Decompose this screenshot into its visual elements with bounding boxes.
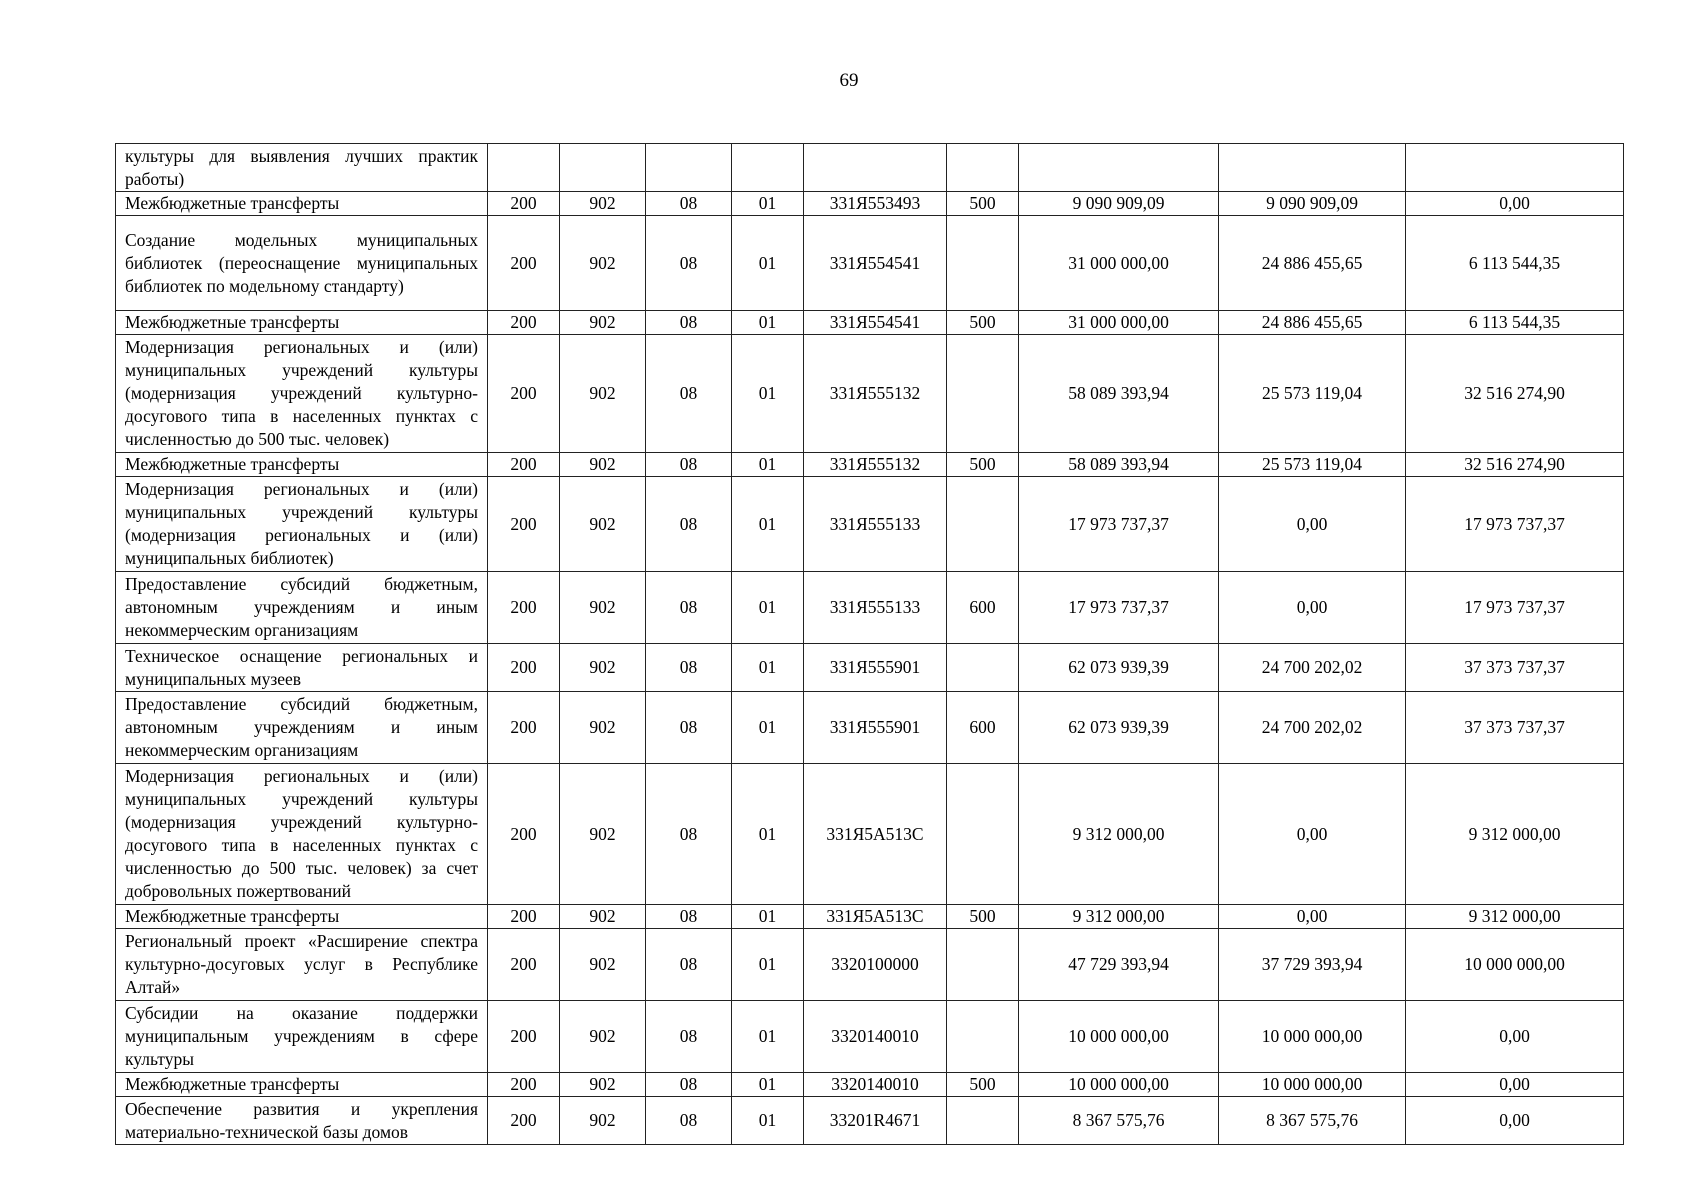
row-amount-cell: 10 000 000,00 — [1219, 1073, 1406, 1097]
row-amount-cell: 0,00 — [1406, 192, 1624, 216]
row-cell: 01 — [732, 477, 804, 572]
row-cell: 01 — [732, 453, 804, 477]
row-cell: 01 — [732, 905, 804, 929]
row-amount-cell: 32 516 274,90 — [1406, 453, 1624, 477]
row-cell: 902 — [560, 1001, 646, 1073]
row-code-cell: 331Я554541 — [804, 216, 947, 311]
row-cell: 902 — [560, 1097, 646, 1145]
row-cell: 08 — [646, 572, 732, 644]
row-cell — [947, 335, 1019, 453]
row-amount-cell: 24 700 202,02 — [1219, 644, 1406, 692]
row-code-cell: 3320140010 — [804, 1073, 947, 1097]
row-code-cell: 331Я553493 — [804, 192, 947, 216]
row-cell: 01 — [732, 572, 804, 644]
row-cell: 902 — [560, 644, 646, 692]
row-cell: 01 — [732, 692, 804, 764]
row-cell: 902 — [560, 453, 646, 477]
row-amount-cell: 37 373 737,37 — [1406, 692, 1624, 764]
row-amount-cell: 9 312 000,00 — [1406, 905, 1624, 929]
row-amount-cell — [1019, 144, 1219, 192]
row-code-cell: 3320100000 — [804, 929, 947, 1001]
row-cell: 200 — [488, 216, 560, 311]
row-cell — [947, 929, 1019, 1001]
table-row — [116, 905, 1624, 929]
row-cell — [488, 144, 560, 192]
row-amount-cell: 6 113 544,35 — [1406, 216, 1624, 311]
row-cell: 08 — [646, 644, 732, 692]
table-row — [116, 692, 1624, 764]
row-amount-cell: 58 089 393,94 — [1019, 335, 1219, 453]
row-cell: 902 — [560, 764, 646, 905]
row-amount-cell: 62 073 939,39 — [1019, 692, 1219, 764]
row-cell: 902 — [560, 929, 646, 1001]
row-cell — [560, 144, 646, 192]
row-cell: 01 — [732, 644, 804, 692]
row-cell: 902 — [560, 1073, 646, 1097]
row-amount-cell: 17 973 737,37 — [1019, 477, 1219, 572]
row-name-cell: Межбюджетные трансферты — [116, 905, 488, 929]
row-cell — [947, 216, 1019, 311]
row-code-cell: 331Я555132 — [804, 453, 947, 477]
row-amount-cell: 9 090 909,09 — [1219, 192, 1406, 216]
row-name-cell: Межбюджетные трансферты — [116, 311, 488, 335]
table-row — [116, 1001, 1624, 1073]
table-row — [116, 1097, 1624, 1145]
row-cell: 08 — [646, 192, 732, 216]
row-cell — [947, 1001, 1019, 1073]
row-cell: 08 — [646, 477, 732, 572]
row-cell: 500 — [947, 905, 1019, 929]
row-cell: 902 — [560, 311, 646, 335]
row-cell: 01 — [732, 1097, 804, 1145]
row-code-cell: 331Я555901 — [804, 692, 947, 764]
row-cell: 01 — [732, 192, 804, 216]
budget-table — [115, 143, 1624, 1145]
row-name-cell: Модернизация региональных и (или) муниципальных учреждений культуры (модернизация учреждений культурно-досугового типа в населенных пунктах с численностью до 500 тыс. человек) — [116, 335, 488, 453]
row-code-cell: 331Я555133 — [804, 572, 947, 644]
table-row — [116, 572, 1624, 644]
row-cell: 08 — [646, 216, 732, 311]
row-cell: 902 — [560, 335, 646, 453]
row-code-cell: 331Я554541 — [804, 311, 947, 335]
table-row — [116, 929, 1624, 1001]
table-body — [116, 144, 1624, 1145]
row-code-cell: 331Я555132 — [804, 335, 947, 453]
row-amount-cell: 17 973 737,37 — [1406, 477, 1624, 572]
table-row — [116, 644, 1624, 692]
row-amount-cell: 0,00 — [1219, 572, 1406, 644]
row-amount-cell: 10 000 000,00 — [1019, 1073, 1219, 1097]
row-cell: 600 — [947, 692, 1019, 764]
row-amount-cell: 0,00 — [1406, 1073, 1624, 1097]
row-cell: 500 — [947, 311, 1019, 335]
row-cell: 200 — [488, 453, 560, 477]
row-cell: 200 — [488, 764, 560, 905]
row-name-cell: Субсидии на оказание поддержки муниципальным учреждениям в сфере культуры — [116, 1001, 488, 1073]
row-name-cell: Обеспечение развития и укрепления материально-технической базы домов — [116, 1097, 488, 1145]
table-row — [116, 144, 1624, 192]
row-amount-cell: 8 367 575,76 — [1019, 1097, 1219, 1145]
row-cell: 08 — [646, 929, 732, 1001]
row-amount-cell: 47 729 393,94 — [1019, 929, 1219, 1001]
row-cell: 200 — [488, 1001, 560, 1073]
row-cell: 08 — [646, 905, 732, 929]
row-amount-cell: 58 089 393,94 — [1019, 453, 1219, 477]
table-row — [116, 477, 1624, 572]
row-name-cell: Техническое оснащение региональных и муниципальных музеев — [116, 644, 488, 692]
row-cell: 200 — [488, 311, 560, 335]
row-amount-cell: 10 000 000,00 — [1019, 1001, 1219, 1073]
row-amount-cell: 0,00 — [1219, 905, 1406, 929]
row-code-cell: 3320140010 — [804, 1001, 947, 1073]
row-cell: 01 — [732, 929, 804, 1001]
row-cell: 08 — [646, 1097, 732, 1145]
row-cell: 200 — [488, 1097, 560, 1145]
row-cell: 500 — [947, 453, 1019, 477]
row-cell: 01 — [732, 764, 804, 905]
row-cell: 200 — [488, 1073, 560, 1097]
row-cell: 01 — [732, 1073, 804, 1097]
row-cell: 902 — [560, 572, 646, 644]
row-cell: 01 — [732, 335, 804, 453]
row-cell: 08 — [646, 311, 732, 335]
row-amount-cell: 9 312 000,00 — [1019, 764, 1219, 905]
row-amount-cell: 37 373 737,37 — [1406, 644, 1624, 692]
row-cell — [947, 1097, 1019, 1145]
row-cell: 200 — [488, 905, 560, 929]
row-cell: 902 — [560, 477, 646, 572]
row-cell: 200 — [488, 692, 560, 764]
row-amount-cell: 10 000 000,00 — [1219, 1001, 1406, 1073]
page-number: 69 — [839, 70, 859, 91]
row-cell — [947, 144, 1019, 192]
row-cell: 500 — [947, 1073, 1019, 1097]
row-name-cell: Предоставление субсидий бюджетным, автономным учреждениям и иным некоммерческим организациям — [116, 572, 488, 644]
row-name-cell: Региональный проект «Расширение спектра культурно-досуговых услуг в Республике Алтай» — [116, 929, 488, 1001]
row-cell: 01 — [732, 216, 804, 311]
row-cell: 902 — [560, 192, 646, 216]
row-cell: 200 — [488, 477, 560, 572]
row-cell — [646, 144, 732, 192]
row-amount-cell: 31 000 000,00 — [1019, 311, 1219, 335]
row-cell — [947, 764, 1019, 905]
row-name-cell: Предоставление субсидий бюджетным, автономным учреждениям и иным некоммерческим организациям — [116, 692, 488, 764]
table-row — [116, 453, 1624, 477]
row-cell: 08 — [646, 453, 732, 477]
table-row — [116, 216, 1624, 311]
row-cell: 08 — [646, 335, 732, 453]
row-amount-cell: 25 573 119,04 — [1219, 335, 1406, 453]
row-name-cell: Создание модельных муниципальных библиотек (переоснащение муниципальных библиотек по модельному стандарту) — [116, 216, 488, 311]
row-cell: 01 — [732, 311, 804, 335]
row-cell: 600 — [947, 572, 1019, 644]
row-name-cell: Межбюджетные трансферты — [116, 453, 488, 477]
row-cell: 200 — [488, 572, 560, 644]
row-amount-cell: 25 573 119,04 — [1219, 453, 1406, 477]
row-amount-cell: 6 113 544,35 — [1406, 311, 1624, 335]
row-code-cell: 331Я5А513С — [804, 905, 947, 929]
row-amount-cell: 31 000 000,00 — [1019, 216, 1219, 311]
row-cell: 01 — [732, 1001, 804, 1073]
row-cell: 200 — [488, 644, 560, 692]
row-amount-cell: 0,00 — [1406, 1097, 1624, 1145]
row-cell: 08 — [646, 1073, 732, 1097]
row-cell — [732, 144, 804, 192]
row-cell: 500 — [947, 192, 1019, 216]
row-amount-cell: 62 073 939,39 — [1019, 644, 1219, 692]
row-amount-cell: 0,00 — [1219, 477, 1406, 572]
table-row — [116, 764, 1624, 905]
table-row — [116, 1073, 1624, 1097]
row-amount-cell: 10 000 000,00 — [1406, 929, 1624, 1001]
row-amount-cell: 9 090 909,09 — [1019, 192, 1219, 216]
row-name-cell: культуры для выявления лучших практик работы) — [116, 144, 488, 192]
row-cell: 08 — [646, 764, 732, 905]
row-amount-cell: 17 973 737,37 — [1019, 572, 1219, 644]
table-row — [116, 335, 1624, 453]
table-row — [116, 192, 1624, 216]
row-amount-cell: 0,00 — [1406, 1001, 1624, 1073]
row-cell: 08 — [646, 692, 732, 764]
row-name-cell: Модернизация региональных и (или) муниципальных учреждений культуры (модернизация региональных и (или) муниципальных библиотек) — [116, 477, 488, 572]
row-code-cell: 331Я555133 — [804, 477, 947, 572]
row-cell: 200 — [488, 192, 560, 216]
row-cell: 08 — [646, 1001, 732, 1073]
row-amount-cell: 9 312 000,00 — [1406, 764, 1624, 905]
row-cell: 200 — [488, 335, 560, 453]
row-code-cell: 331Я555901 — [804, 644, 947, 692]
row-cell: 902 — [560, 692, 646, 764]
row-amount-cell: 9 312 000,00 — [1019, 905, 1219, 929]
row-cell — [947, 644, 1019, 692]
row-amount-cell: 17 973 737,37 — [1406, 572, 1624, 644]
row-code-cell — [804, 144, 947, 192]
row-cell: 902 — [560, 216, 646, 311]
row-cell: 902 — [560, 905, 646, 929]
row-amount-cell: 24 886 455,65 — [1219, 216, 1406, 311]
row-amount-cell: 8 367 575,76 — [1219, 1097, 1406, 1145]
table-row — [116, 311, 1624, 335]
row-amount-cell — [1219, 144, 1406, 192]
row-code-cell: 331Я5А513С — [804, 764, 947, 905]
row-amount-cell: 24 700 202,02 — [1219, 692, 1406, 764]
row-code-cell: 33201R4671 — [804, 1097, 947, 1145]
row-amount-cell: 24 886 455,65 — [1219, 311, 1406, 335]
row-amount-cell: 0,00 — [1219, 764, 1406, 905]
row-amount-cell: 37 729 393,94 — [1219, 929, 1406, 1001]
row-name-cell: Модернизация региональных и (или) муниципальных учреждений культуры (модернизация учреждений культурно-досугового типа в населенных пунктах с численностью до 500 тыс. человек) за счет добровольных пожертвований — [116, 764, 488, 905]
row-cell — [947, 477, 1019, 572]
row-name-cell: Межбюджетные трансферты — [116, 1073, 488, 1097]
row-amount-cell: 32 516 274,90 — [1406, 335, 1624, 453]
row-cell: 200 — [488, 929, 560, 1001]
row-name-cell: Межбюджетные трансферты — [116, 192, 488, 216]
row-amount-cell — [1406, 144, 1624, 192]
